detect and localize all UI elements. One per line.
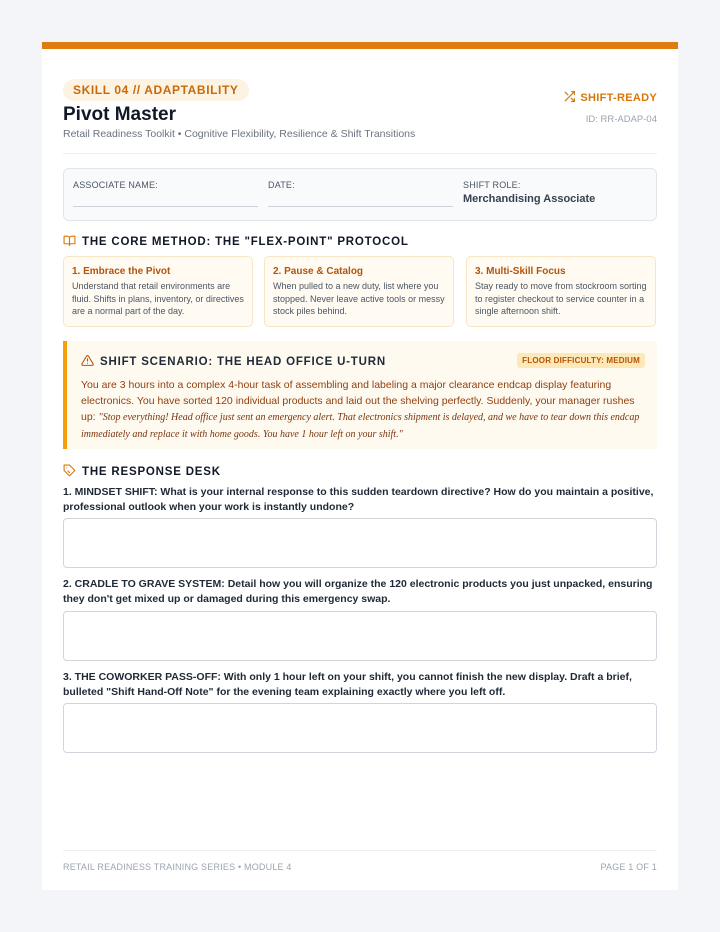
warning-triangle-icon — [81, 354, 94, 370]
status-label: SHIFT-READY — [580, 92, 657, 104]
method-card-body: Stay ready to move from stockroom sorting to register checkout to service counter in a single afternoon shift. — [475, 281, 647, 316]
manager-quote: "Stop everything! Head office just sent an emergency alert. That electronics shipment is delayed, and we have to tear down this endcap immediately and replace it with home goods. You have 1 hour left on your shift." — [81, 412, 640, 440]
question-1: 1. MINDSET SHIFT: What is your internal response to this sudden teardown directive? How do you maintain a positive, professional outlook when your work is instantly undone? — [63, 486, 654, 513]
question-2: 2. CRADLE TO GRAVE SYSTEM: Detail how you will organize the 120 electronic products you just unpacked, ensuring they don't get mixed up or damaged during this emergency swap. — [63, 578, 653, 605]
core-method-heading — [63, 234, 409, 250]
date-label: DATE: — [268, 180, 295, 190]
method-card-title: 1. Embrace the Pivot — [72, 266, 171, 277]
scenario-body: You are 3 hours into a complex 4-hour task of assembling and labeling a major clearance endcap display featuring electronics. You have sorted 120 individual products and laid out the shelving perfectly. Suddenly, your manager rushes up: — [81, 379, 635, 423]
method-card-body: When pulled to a new duty, list where you stopped. Never leave active tools or messy stock piles behind. — [273, 281, 445, 316]
footer-page-number: PAGE 1 OF 1 — [600, 862, 657, 872]
associate-name-label: ASSOCIATE NAME: — [73, 180, 158, 190]
date-line — [268, 206, 453, 207]
method-card — [264, 256, 454, 327]
date-field[interactable] — [268, 180, 453, 207]
difficulty-badge: FLOOR DIFFICULTY: MEDIUM — [517, 353, 645, 368]
page-title: Pivot Master — [63, 104, 176, 125]
scenario-title: SHIFT SCENARIO: THE HEAD OFFICE U-TURN — [100, 356, 386, 368]
shift-role-field — [463, 180, 648, 205]
shuffle-icon — [563, 90, 576, 106]
shift-role-label: SHIFT ROLE: — [463, 180, 521, 190]
page-subtitle: Retail Readiness Toolkit • Cognitive Flexibility, Resilience & Shift Transitions — [63, 128, 416, 140]
answer-box-1[interactable] — [63, 518, 657, 568]
answer-box-2[interactable] — [63, 611, 657, 661]
worksheet-page — [42, 42, 678, 890]
question-3: 3. THE COWORKER PASS-OFF: With only 1 hour left on your shift, you cannot finish the new display. Draft a brief, bulleted "Shift Hand-Off Note" for the evening team explaining exactly where you left off. — [63, 671, 632, 698]
method-card — [63, 256, 253, 327]
core-method-title: THE CORE METHOD: THE "FLEX-POINT" PROTOCOL — [82, 236, 409, 248]
header-divider — [63, 153, 657, 154]
skill-badge: SKILL 04 // ADAPTABILITY — [63, 79, 249, 101]
status-badge — [563, 90, 657, 106]
method-card-body: Understand that retail environments are fluid. Shifts in plans, inventory, or directives are a normal part of the day. — [72, 281, 244, 316]
method-card — [466, 256, 656, 327]
scenario-text — [81, 377, 645, 443]
response-desk-title: THE RESPONSE DESK — [82, 466, 221, 478]
associate-info-box — [63, 168, 657, 221]
associate-name-line — [73, 206, 258, 207]
book-open-icon — [63, 234, 76, 250]
pencil-tag-icon — [63, 464, 76, 480]
footer-series: RETAIL READINESS TRAINING SERIES • MODULE 4 — [63, 862, 292, 872]
associate-name-field[interactable] — [73, 180, 258, 207]
method-card-title: 3. Multi-Skill Focus — [475, 266, 566, 277]
document-id: ID: RR-ADAP-04 — [585, 114, 657, 125]
response-desk-heading — [63, 464, 221, 480]
shift-role-value: Merchandising Associate — [463, 193, 596, 205]
footer-divider — [63, 850, 657, 851]
shift-scenario-box — [63, 341, 657, 449]
method-card-title: 2. Pause & Catalog — [273, 266, 364, 277]
answer-box-3[interactable] — [63, 703, 657, 753]
